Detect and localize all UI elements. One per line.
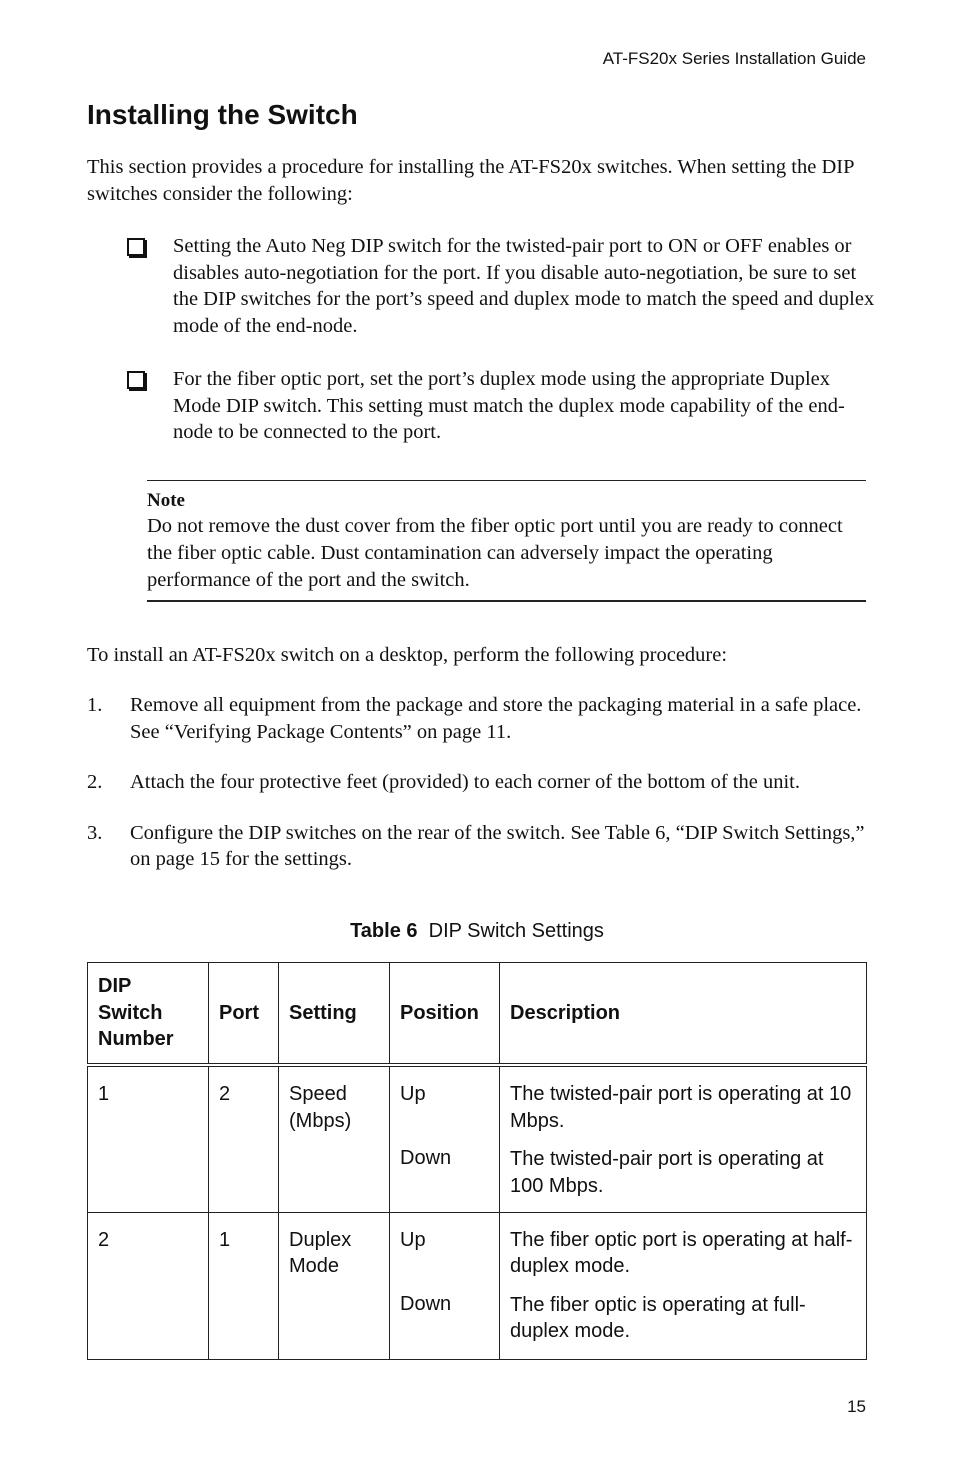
section-title: Installing the Switch: [87, 99, 358, 130]
step-number: 1.: [87, 694, 103, 716]
cell-number: 1: [88, 1065, 209, 1212]
step-item: [87, 769, 877, 796]
consideration-list: [125, 233, 875, 473]
step-number: 3.: [87, 821, 103, 844]
position-down: Down: [400, 1147, 452, 1169]
description-up: The twisted-pair port is operating at 10 Mbps.: [510, 1083, 852, 1132]
step-item: [87, 820, 877, 873]
step-item: [87, 692, 877, 745]
list-item: [125, 233, 875, 339]
description-down: The fiber optic is operating at full-duplex mode.: [510, 1293, 806, 1342]
cell-descriptions: [500, 1065, 867, 1212]
cell-setting: Speed (Mbps): [279, 1065, 390, 1212]
note-box: [147, 480, 866, 602]
bullet-text: Setting the Auto Neg DIP switch for the twisted-pair port to ON or OFF enables or disables auto-negotiation for the port. If you disable auto-negotiation, be sure to set the DIP switches for the port’s speed and duplex mode to match the speed and duplex mode of the end-node.: [173, 235, 875, 337]
intro-paragraph: This section provides a procedure for installing the AT-FS20x switches. When setting the DIP switches consider the following:: [87, 156, 854, 205]
step-number: 2.: [87, 771, 103, 793]
position-up: Up: [400, 1228, 426, 1251]
header-port: Port: [209, 963, 279, 1066]
cell-positions: [390, 1065, 500, 1212]
position-up: Up: [400, 1083, 426, 1105]
dip-switch-table: [87, 962, 867, 1360]
table-caption-label: Table 6: [350, 920, 418, 942]
step-text: Remove all equipment from the package and store the packaging material in a safe place. See “Verifying Package Contents” on page 11.: [130, 694, 862, 743]
list-item: [125, 366, 875, 446]
checkbox-bullet-icon: [127, 238, 145, 256]
bullet-text: For the fiber optic port, set the port’s duplex mode using the appropriate Duplex Mode DIP switch. This setting must match the duplex mode capability of the end-node to be connected to the port.: [173, 368, 845, 443]
header-dip-switch-number: DIP Switch Number: [88, 963, 209, 1066]
procedure-steps: [87, 692, 877, 897]
header-position: Position: [390, 963, 500, 1066]
table-row: [88, 1212, 867, 1359]
note-body: Do not remove the dust cover from the fiber optic port until you are ready to connect the fiber optic cable. Dust contamination can adversely impact the operating performance of the port and the switch.: [147, 515, 843, 591]
checkbox-bullet-icon: [127, 371, 145, 389]
header-description: Description: [500, 963, 867, 1066]
step-text: Configure the DIP switches on the rear of the switch. See Table 6, “DIP Switch Settings,” on page 15 for the settings.: [130, 821, 865, 870]
table-header-row: [88, 963, 867, 1066]
page-number: 15: [847, 1397, 866, 1416]
step-text: Attach the four protective feet (provided) to each corner of the bottom of the unit.: [130, 771, 800, 793]
header-setting: Setting: [279, 963, 390, 1066]
table-caption-title: DIP Switch Settings: [428, 920, 604, 942]
description-up: The fiber optic port is operating at half-duplex mode.: [510, 1228, 853, 1277]
note-title: Note: [147, 490, 185, 511]
cell-port: 2: [209, 1065, 279, 1212]
procedure-lead: To install an AT-FS20x switch on a desktop, perform the following procedure:: [87, 644, 728, 666]
cell-positions: [390, 1212, 500, 1359]
running-header: AT-FS20x Series Installation Guide: [602, 49, 866, 68]
position-down: Down: [400, 1292, 452, 1315]
table-row: [88, 1065, 867, 1212]
cell-port: 1: [209, 1212, 279, 1359]
table-caption: [0, 920, 954, 943]
cell-descriptions: [500, 1212, 867, 1359]
cell-number: 2: [88, 1212, 209, 1359]
description-down: The twisted-pair port is operating at 100 Mbps.: [510, 1148, 824, 1197]
cell-setting: Duplex Mode: [279, 1212, 390, 1359]
